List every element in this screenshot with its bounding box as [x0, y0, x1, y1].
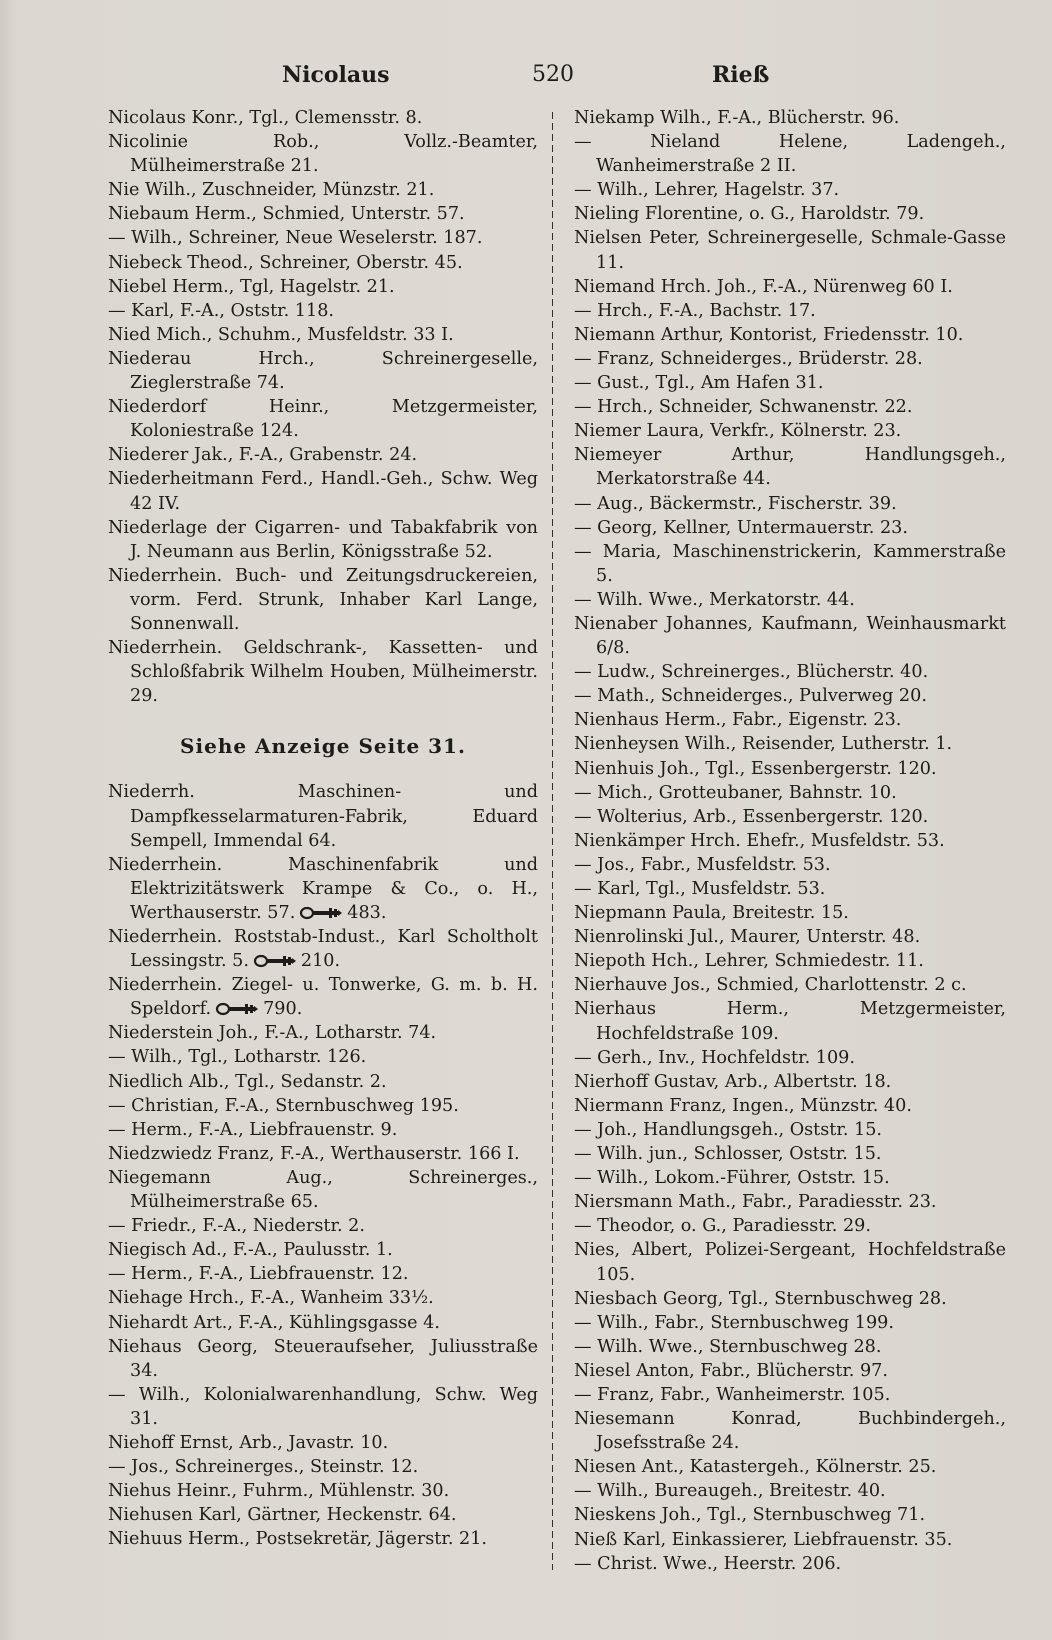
directory-entry [574, 516, 1006, 540]
directory-entry [574, 371, 1006, 395]
directory-entry [574, 1552, 1006, 1576]
entry-text: — Wilh., Bureaugeh., Breitestr. 40. [574, 1481, 886, 1502]
directory-entry [108, 1238, 538, 1262]
entry-text: — Franz, Fabr., Wanheimerstr. 105. [574, 1384, 891, 1405]
directory-entry [108, 299, 538, 323]
directory-entry [108, 1311, 538, 1335]
entry-text: — Hrch., F.-A., Bachstr. 17. [574, 300, 816, 321]
directory-entry [108, 516, 538, 564]
entry-text: Niederrhein. Ziegel- u. Tonwerke, G. m. b. H. Speldorf. [108, 975, 538, 1020]
directory-entry [574, 492, 1006, 516]
entry-text: Niehuus Herm., Postsekretär, Jägerstr. 21. [108, 1529, 488, 1550]
entry-text: Niepmann Paula, Breitestr. 15. [574, 903, 849, 924]
entry-text: Niederrh. Maschinen- und Dampfkesselarmaturen-Fabrik, Eduard Sempell, Immendal 64. [108, 782, 538, 851]
directory-entry [108, 1455, 538, 1479]
directory-entry [108, 1214, 538, 1238]
directory-entry [574, 1359, 1006, 1383]
entry-text: — Nieland Helene, Ladengeh., Wanheimerstraße 2 II. [574, 132, 1006, 177]
entry-text: Niemer Laura, Verkfr., Kölnerstr. 23. [574, 421, 902, 442]
directory-entry [574, 1118, 1006, 1142]
entry-text: Niedlich Alb., Tgl., Sedanstr. 2. [108, 1071, 387, 1092]
entry-text: Nielsen Peter, Schreinergeselle, Schmale-Gasse 11. [574, 228, 1006, 273]
entry-text: — Karl, Tgl., Musfeldstr. 53. [574, 879, 826, 899]
entry-text: — Jos., Fabr., Musfeldstr. 53. [574, 854, 831, 875]
entry-text: Nie Wilh., Zuschneider, Münzstr. 21. [108, 180, 435, 201]
entry-text: Niemeyer Arthur, Handlungsgeh., Merkatorstraße 44. [574, 445, 1006, 490]
entry-text: — Friedr., F.-A., Niederstr. 2. [108, 1216, 365, 1237]
entry-text: Nierhauve Jos., Schmied, Charlottenstr. 2 c. [574, 975, 967, 996]
entry-text: Niegisch Ad., F.-A., Paulusstr. 1. [108, 1240, 393, 1261]
entry-text: Niersmann Math., Fabr., Paradiesstr. 23. [574, 1192, 937, 1213]
directory-entry [108, 780, 538, 852]
right-entries [574, 106, 1006, 1576]
directory-entry [574, 443, 1006, 491]
entry-text: Niedzwiedz Franz, F.-A., Werthauserstr. 166 I. [108, 1143, 520, 1164]
directory-entry [108, 1286, 538, 1310]
entry-text: Nienhaus Herm., Fabr., Eigenstr. 23. [574, 710, 902, 731]
directory-entry [108, 1070, 538, 1094]
directory-entry [574, 275, 1006, 299]
entry-text: Nieskens Joh., Tgl., Sternbuschweg 71. [574, 1505, 926, 1526]
directory-entry [108, 1527, 538, 1551]
entry-text: Niederrhein. Geldschrank-, Kassetten- und Schloßfabrik Wilhelm Houben, Mülheimerstr. 29. [108, 638, 538, 707]
directory-entry [574, 588, 1006, 612]
entry-text: — Gust., Tgl., Am Hafen 31. [574, 373, 824, 394]
telephone-number: 210. [300, 951, 341, 972]
entry-text: Nied Mich., Schuhm., Musfeldstr. 33 I. [108, 324, 454, 345]
telephone-number: 790. [263, 999, 303, 1020]
directory-entry [108, 226, 538, 250]
entry-text: — Wilh. Wwe., Sternbuschweg 28. [574, 1336, 882, 1357]
entry-text: — Aug., Bäckermstr., Fischerstr. 39. [574, 493, 897, 514]
entry-text: — Wilh., Kolonialwarenhandlung, Schw. Weg 31. [108, 1384, 538, 1429]
entry-text: Niermann Franz, Ingen., Münzstr. 40. [574, 1095, 912, 1116]
right-column [574, 106, 1006, 1576]
entry-text: Niederau Hrch., Schreinergeselle, Zieglerstraße 74. [108, 348, 538, 394]
page-number: 520 [532, 62, 574, 87]
entry-text: Niederheitmann Ferd., Handl.-Geh., Schw. Weg 42 IV. [108, 469, 538, 514]
directory-entry [574, 1166, 1006, 1190]
directory-entry [108, 1094, 538, 1118]
directory-entry [108, 564, 538, 636]
directory-entry [108, 1045, 538, 1069]
directory-entry [574, 226, 1006, 274]
directory-entry [108, 275, 538, 299]
directory-entry [574, 1311, 1006, 1335]
entry-text: — Wilh. jun., Schlosser, Oststr. 15. [574, 1144, 882, 1165]
entry-text: Nicolinie Rob., Vollz.-Beamter, Mülheimerstraße 21. [108, 132, 538, 177]
directory-entry [574, 202, 1006, 226]
directory-entry [574, 323, 1006, 347]
entry-text: — Gerh., Inv., Hochfeldstr. 109. [574, 1047, 855, 1068]
directory-entry [108, 323, 538, 347]
telephone-key-icon [299, 906, 343, 920]
entry-text: Nierhaus Herm., Metzgermeister, Hochfeldstraße 109. [574, 999, 1006, 1044]
directory-entry [574, 612, 1006, 660]
entry-text: — Franz, Schneiderges., Brüderstr. 28. [574, 348, 923, 369]
directory-entry [574, 1046, 1006, 1070]
entry-text: — Jos., Schreinerges., Steinstr. 12. [108, 1457, 419, 1478]
entry-text: Nierhoff Gustav, Arb., Albertstr. 18. [574, 1071, 892, 1092]
directory-entry [108, 251, 538, 275]
entry-text: Nieß Karl, Einkassierer, Liebfrauenstr. 35. [574, 1529, 953, 1550]
entry-text: Niederlage der Cigarren- und Tabakfabrik von J. Neumann aus Berlin, Königsstraße 52. [108, 517, 538, 562]
directory-entry [108, 178, 538, 202]
entry-text: Nienkämper Hrch. Ehefr., Musfeldstr. 53. [574, 830, 945, 851]
entry-text: Niekamp Wilh., F.-A., Blücherstr. 96. [574, 108, 900, 128]
entry-text: — Herm., F.-A., Liebfrauenstr. 9. [108, 1119, 398, 1140]
directory-entry [574, 299, 1006, 323]
entry-text: Niederrhein. Maschinenfabrik und Elektrizitätswerk Krampe & Co., o. H., Werthauserstr. 57. [108, 854, 538, 923]
entry-text: Nienaber Johannes, Kaufmann, Weinhausmarkt 6/8. [574, 613, 1006, 659]
directory-entry [574, 1070, 1006, 1094]
entry-text: Nienheysen Wilh., Reisender, Lutherstr. 1. [574, 734, 953, 755]
entry-text: — Christ. Wwe., Heerstr. 206. [574, 1553, 842, 1574]
entry-text: Niebel Herm., Tgl, Hagelstr. 21. [108, 276, 395, 297]
directory-entry [574, 660, 1006, 684]
entry-text: Niebeck Theod., Schreiner, Oberstr. 45. [108, 252, 463, 273]
entry-text: — Wilh., Fabr., Sternbuschweg 199. [574, 1312, 894, 1333]
entry-text: — Wilh., Lehrer, Hagelstr. 37. [574, 180, 840, 201]
entry-text: — Herm., F.-A., Liebfrauenstr. 12. [108, 1264, 409, 1285]
entry-text: — Theodor, o. G., Paradiesstr. 29. [574, 1216, 871, 1237]
entry-text: Niederrhein. Buch- und Zeitungsdruckereien, vorm. Ferd. Strunk, Inhaber Karl Lange, Sonnenwall. [108, 565, 538, 634]
directory-entry [574, 1214, 1006, 1238]
entry-text: — Maria, Maschinenstrickerin, Kammerstraße 5. [574, 541, 1006, 586]
directory-entry [574, 853, 1006, 877]
entry-text: — Georg, Kellner, Untermauerstr. 23. [574, 517, 908, 538]
entry-text: Niesbach Georg, Tgl., Sternbuschweg 28. [574, 1288, 947, 1309]
directory-entry [574, 949, 1006, 973]
directory-entry [108, 925, 538, 973]
directory-entry [108, 853, 538, 925]
entry-text: — Karl, F.-A., Oststr. 118. [108, 300, 334, 321]
entry-text: — Wilh. Wwe., Merkatorstr. 44. [574, 589, 855, 610]
directory-entry [574, 347, 1006, 371]
directory-entry [574, 1407, 1006, 1455]
directory-entry [108, 395, 538, 443]
directory-entry [574, 1094, 1006, 1118]
entry-text: Niesemann Konrad, Buchbindergeh., Josefsstraße 24. [574, 1409, 1006, 1454]
entry-text: Niesel Anton, Fabr., Blücherstr. 97. [574, 1360, 888, 1381]
entry-text: — Mich., Grotteubaner, Bahnstr. 10. [574, 782, 897, 803]
telephone-key-icon [215, 1002, 259, 1016]
directory-entry [574, 106, 1006, 130]
directory-entry [574, 997, 1006, 1045]
directory-entry [574, 1479, 1006, 1503]
entry-text: Niepoth Hch., Lehrer, Schmiedestr. 11. [574, 951, 924, 972]
directory-entry [108, 1021, 538, 1045]
directory-entry [108, 1166, 538, 1214]
entry-text: — Hrch., Schneider, Schwanenstr. 22. [574, 397, 913, 418]
entry-text: Niehage Hrch., F.-A., Wanheim 33½. [108, 1288, 434, 1309]
advertisement-note: Siehe Anzeige Seite 31. [180, 734, 466, 759]
directory-entry [108, 1383, 538, 1431]
directory-entry [574, 1287, 1006, 1311]
directory-entry [108, 1335, 538, 1383]
directory-entry [574, 877, 1006, 901]
entry-text: Nieling Florentine, o. G., Haroldstr. 79. [574, 204, 925, 225]
directory-entry [108, 347, 538, 395]
telephone-number: 483. [347, 902, 387, 923]
directory-entry [574, 1455, 1006, 1479]
directory-entry [108, 636, 538, 708]
column-divider [552, 112, 553, 1570]
directory-entry [574, 1142, 1006, 1166]
entry-text: Niebaum Herm., Schmied, Unterstr. 57. [108, 204, 465, 225]
entry-text: — Ludw., Schreinerges., Blücherstr. 40. [574, 662, 929, 683]
entry-text: — Wilh., Tgl., Lotharstr. 126. [108, 1047, 367, 1068]
directory-entry [574, 829, 1006, 853]
directory-entry [574, 1503, 1006, 1527]
directory-entry [108, 1142, 538, 1166]
directory-entry [574, 395, 1006, 419]
directory-entry [574, 684, 1006, 708]
entry-text: — Christian, F.-A., Sternbuschweg 195. [108, 1095, 459, 1116]
entry-text: Niemann Arthur, Kontorist, Friedensstr. 10. [574, 324, 964, 345]
directory-entry [574, 901, 1006, 925]
directory-entry [108, 106, 538, 130]
entry-text: Nienhuis Joh., Tgl., Essenbergerstr. 120. [574, 758, 937, 779]
left-entries-bottom [108, 780, 538, 1551]
directory-entry [108, 1262, 538, 1286]
directory-entry [574, 1190, 1006, 1214]
entry-text: Niegemann Aug., Schreinerges., Mülheimerstraße 65. [108, 1167, 538, 1213]
entry-text: Niemand Hrch. Joh., F.-A., Nürenweg 60 I. [574, 276, 953, 297]
entry-text: — Joh., Handlungsgeh., Oststr. 15. [574, 1119, 882, 1140]
directory-entry [574, 1383, 1006, 1407]
entry-text: Niehus Heinr., Fuhrm., Mühlenstr. 30. [108, 1481, 450, 1502]
entry-text: — Wolterius, Arb., Essenbergerstr. 120. [574, 806, 929, 827]
directory-entry [574, 178, 1006, 202]
entry-text: Niesen Ant., Katastergeh., Kölnerstr. 25. [574, 1457, 937, 1478]
left-column [108, 106, 538, 1551]
entry-text: — Wilh., Schreiner, Neue Weselerstr. 187. [108, 228, 483, 249]
directory-entry [108, 202, 538, 226]
entry-text: Niederdorf Heinr., Metzgermeister, Koloniestraße 124. [108, 397, 538, 442]
entry-text: Niehaus Georg, Steueraufseher, Juliusstraße 34. [108, 1336, 538, 1381]
entry-text: Nienrolinski Jul., Maurer, Unterstr. 48. [574, 927, 921, 948]
entry-text: Niehoff Ernst, Arb., Javastr. 10. [108, 1432, 389, 1453]
directory-entry [574, 732, 1006, 756]
directory-entry [108, 467, 538, 515]
directory-entry [574, 973, 1006, 997]
directory-entry [574, 130, 1006, 178]
directory-entry [574, 781, 1006, 805]
entry-text: Niehardt Art., F.-A., Kühlingsgasse 4. [108, 1312, 440, 1333]
directory-entry [108, 1479, 538, 1503]
directory-entry [108, 1503, 538, 1527]
telephone-key-icon [253, 954, 297, 968]
entry-text: — Math., Schneiderges., Pulverweg 20. [574, 686, 927, 707]
directory-entry [108, 1431, 538, 1455]
directory-entry [108, 973, 538, 1021]
entry-text: Nies, Albert, Polizei-Sergeant, Hochfeldstraße 105. [574, 1240, 1006, 1285]
entry-text: Niederer Jak., F.-A., Grabenstr. 24. [108, 445, 418, 466]
directory-entry [574, 1528, 1006, 1552]
directory-entry [574, 757, 1006, 781]
directory-entry [108, 130, 538, 178]
directory-entry [574, 1335, 1006, 1359]
directory-entry [574, 805, 1006, 829]
directory-entry [574, 1238, 1006, 1286]
page-header [106, 62, 1006, 96]
directory-entry [574, 925, 1006, 949]
entry-text: Niederrhein. Roststab-Indust., Karl Scholtholt Lessingstr. 5. [108, 927, 538, 972]
entry-text: Nicolaus Konr., Tgl., Clemensstr. 8. [108, 108, 423, 128]
directory-entry [574, 540, 1006, 588]
directory-entry [108, 1118, 538, 1142]
entry-text: Niehusen Karl, Gärtner, Heckenstr. 64. [108, 1505, 457, 1526]
directory-entry [574, 419, 1006, 443]
header-right-keyword: Rieß [712, 62, 770, 88]
left-entries-top [108, 106, 538, 708]
entry-text: — Wilh., Lokom.-Führer, Oststr. 15. [574, 1168, 890, 1189]
directory-entry [574, 708, 1006, 732]
entry-text: Niederstein Joh., F.-A., Lotharstr. 74. [108, 1023, 437, 1044]
directory-entry [108, 443, 538, 467]
header-left-keyword: Nicolaus [282, 62, 390, 88]
